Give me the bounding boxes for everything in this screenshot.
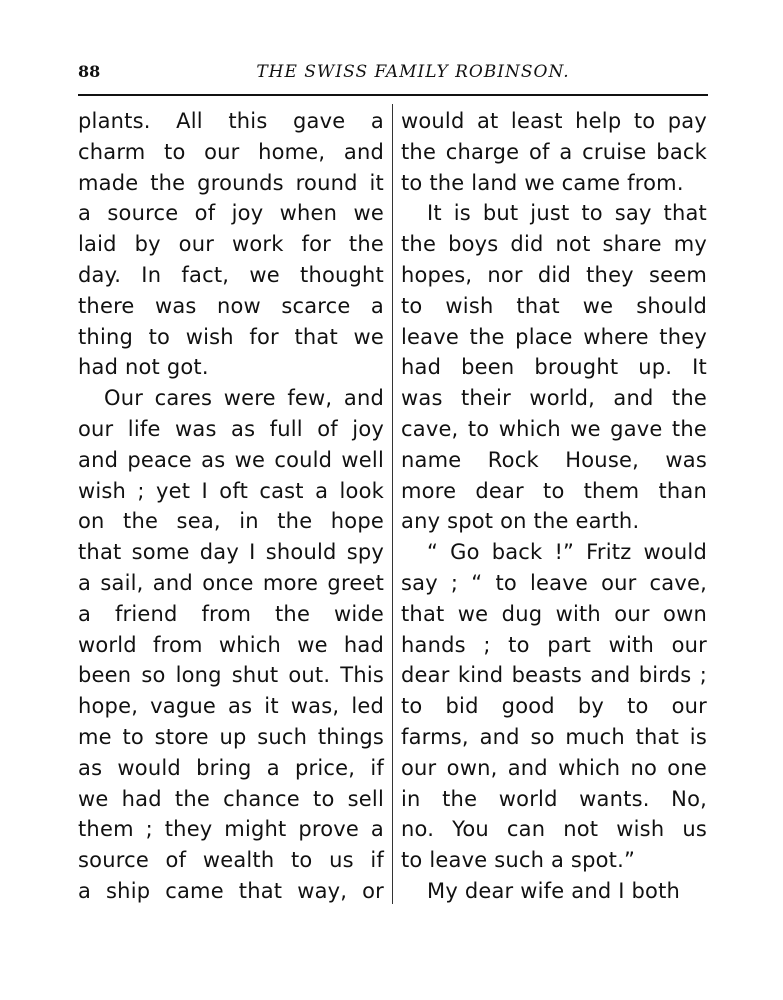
text-line: wish ; yet I oft cast a look bbox=[78, 478, 384, 503]
text-line: to bid good by to our bbox=[401, 694, 707, 719]
text-line: a sail, and once more greet bbox=[78, 570, 384, 595]
text-line: any spot on the earth. bbox=[401, 509, 640, 534]
text-line: our own, and which no one bbox=[401, 755, 707, 780]
text-line: thing to wish for that we bbox=[78, 324, 384, 349]
text-line: hands ; to part with our bbox=[401, 632, 707, 657]
text-line: charm to our home, and bbox=[78, 139, 384, 164]
text-line: hope, vague as it was, led bbox=[78, 694, 384, 719]
text-line: farms, and so much that is bbox=[401, 724, 707, 749]
text-line: to leave such a spot.” bbox=[401, 848, 636, 873]
text-line: was their world, and the bbox=[401, 386, 707, 411]
text-line: say ; “ to leave our cave, bbox=[401, 570, 707, 595]
text-line: plants. All this gave a bbox=[78, 109, 384, 133]
text-line: laid by our work for the bbox=[78, 232, 384, 257]
text-line: a friend from the wide bbox=[78, 601, 384, 626]
page-number: 88 bbox=[78, 62, 101, 81]
text-line: we had the chance to sell bbox=[78, 786, 384, 811]
column-divider bbox=[392, 104, 393, 904]
text-line: me to store up such things bbox=[78, 724, 384, 749]
text-line: them ; they might prove a bbox=[78, 817, 384, 842]
text-line: that we dug with our own bbox=[401, 601, 707, 626]
text-line: would at least help to pay bbox=[401, 109, 707, 133]
text-line: leave the place where they bbox=[401, 324, 707, 349]
text-line: no. You can not wish us bbox=[401, 817, 707, 842]
text-line: on the sea, in the hope bbox=[78, 509, 384, 534]
text-line: had not got. bbox=[78, 355, 209, 380]
text-line: been so long shut out. This bbox=[78, 663, 384, 688]
text-line: in the world wants. No, bbox=[401, 786, 707, 811]
text-line: dear kind beasts and birds ; bbox=[401, 663, 707, 688]
text-line: It is but just to say that bbox=[427, 201, 707, 226]
text-line: had been brought up. It bbox=[401, 355, 707, 380]
text-line: source of wealth to us if bbox=[78, 848, 384, 873]
text-line: Our cares were few, and bbox=[104, 386, 384, 411]
text-line: more dear to them than bbox=[401, 478, 707, 503]
text-line: hopes, nor did they seem bbox=[401, 262, 707, 287]
page-header bbox=[78, 60, 708, 86]
left-column bbox=[78, 106, 384, 907]
text-line: to wish that we should bbox=[401, 293, 707, 318]
text-line: the charge of a cruise back bbox=[401, 139, 707, 164]
text-line: that some day I should spy bbox=[78, 540, 384, 565]
text-line: to the land we came from. bbox=[401, 170, 684, 195]
right-column bbox=[401, 106, 707, 907]
text-line: My dear wife and I both bbox=[427, 878, 681, 903]
text-line: as would bring a price, if bbox=[78, 755, 384, 780]
header-rule bbox=[78, 94, 708, 96]
text-line: a ship came that way, or bbox=[78, 878, 384, 903]
text-line: our life was as full of joy bbox=[78, 416, 384, 441]
text-line: the boys did not share my bbox=[401, 232, 707, 257]
text-line: cave, to which we gave the bbox=[401, 416, 707, 441]
text-line: a source of joy when we bbox=[78, 201, 384, 226]
text-line: day. In fact, we thought bbox=[78, 262, 384, 287]
text-line: there was now scarce a bbox=[78, 293, 384, 318]
text-line: “ Go back !” Fritz would bbox=[427, 540, 707, 565]
running-title: THE SWISS FAMILY ROBINSON. bbox=[256, 62, 570, 82]
text-line: made the grounds round it bbox=[78, 170, 384, 195]
text-line: name Rock House, was bbox=[401, 447, 707, 472]
text-line: and peace as we could well bbox=[78, 447, 384, 472]
text-line: world from which we had bbox=[78, 632, 384, 657]
